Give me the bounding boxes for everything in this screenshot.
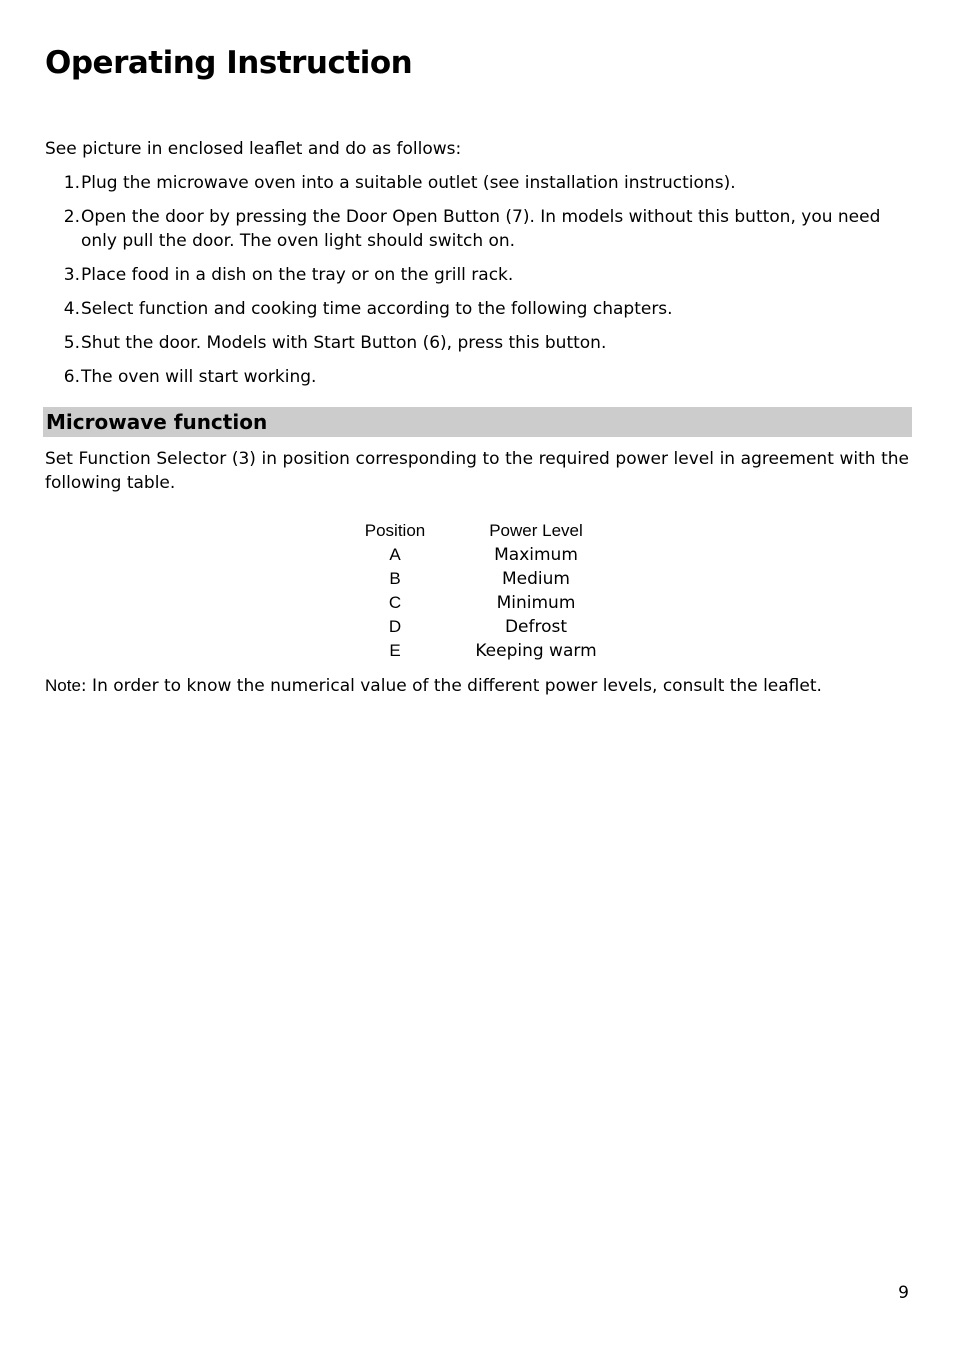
cell-position: C <box>388 593 402 612</box>
cell-position: E <box>389 641 401 660</box>
step-item <box>45 171 911 195</box>
cell-position: D <box>388 617 402 636</box>
note-paragraph <box>45 674 822 698</box>
table-row <box>352 639 634 663</box>
step-text: Open the door by pressing the Door Open Button (7). In models without this button, you need only pull the door. The oven light should switch on. <box>81 207 881 251</box>
step-number: 6. <box>63 367 80 387</box>
step-number: 4. <box>63 299 80 319</box>
intro-text: See picture in enclosed leaflet and do as follows: <box>45 139 462 159</box>
step-text: Place food in a dish on the tray or on the grill rack. <box>81 265 514 285</box>
cell-position: B <box>389 569 401 588</box>
step-text: The oven will start working. <box>81 367 317 387</box>
step-item <box>45 331 911 355</box>
step-text: Shut the door. Models with Start Button (6), press this button. <box>81 333 607 353</box>
step-number: 1. <box>63 173 80 193</box>
cell-position: A <box>389 545 401 564</box>
table-row <box>352 543 634 567</box>
table-row <box>352 615 634 639</box>
step-item <box>45 263 911 287</box>
instruction-steps <box>45 171 911 399</box>
table-header-row <box>352 519 634 543</box>
table-row <box>352 567 634 591</box>
step-number: 5. <box>63 333 80 353</box>
step-number: 2. <box>63 207 80 227</box>
step-item <box>45 365 911 389</box>
step-number: 3. <box>63 265 80 285</box>
page-number: 9 <box>898 1283 909 1303</box>
step-text: Plug the microwave oven into a suitable outlet (see installation instructions). <box>81 173 736 193</box>
microwave-paragraph: Set Function Selector (3) in position corresponding to the required power level in agreement with the following table. <box>45 449 909 493</box>
section-heading-microwave: Microwave function <box>43 407 912 437</box>
cell-power-level: Minimum <box>496 593 576 613</box>
note-label: Note <box>45 676 81 695</box>
power-level-table <box>352 519 634 663</box>
step-item <box>45 297 911 321</box>
column-header-power-level: Power Level <box>489 521 583 540</box>
step-item <box>45 205 911 253</box>
cell-power-level: Medium <box>502 569 570 589</box>
page-title: Operating Instruction <box>45 45 413 81</box>
step-text: Select function and cooking time according to the following chapters. <box>81 299 673 319</box>
table-row <box>352 591 634 615</box>
cell-power-level: Keeping warm <box>475 641 597 661</box>
cell-power-level: Maximum <box>494 545 578 565</box>
note-text: : In order to know the numerical value of the different power levels, consult the leaflet. <box>80 676 822 696</box>
cell-power-level: Defrost <box>504 617 568 637</box>
column-header-position: Position <box>364 521 426 540</box>
